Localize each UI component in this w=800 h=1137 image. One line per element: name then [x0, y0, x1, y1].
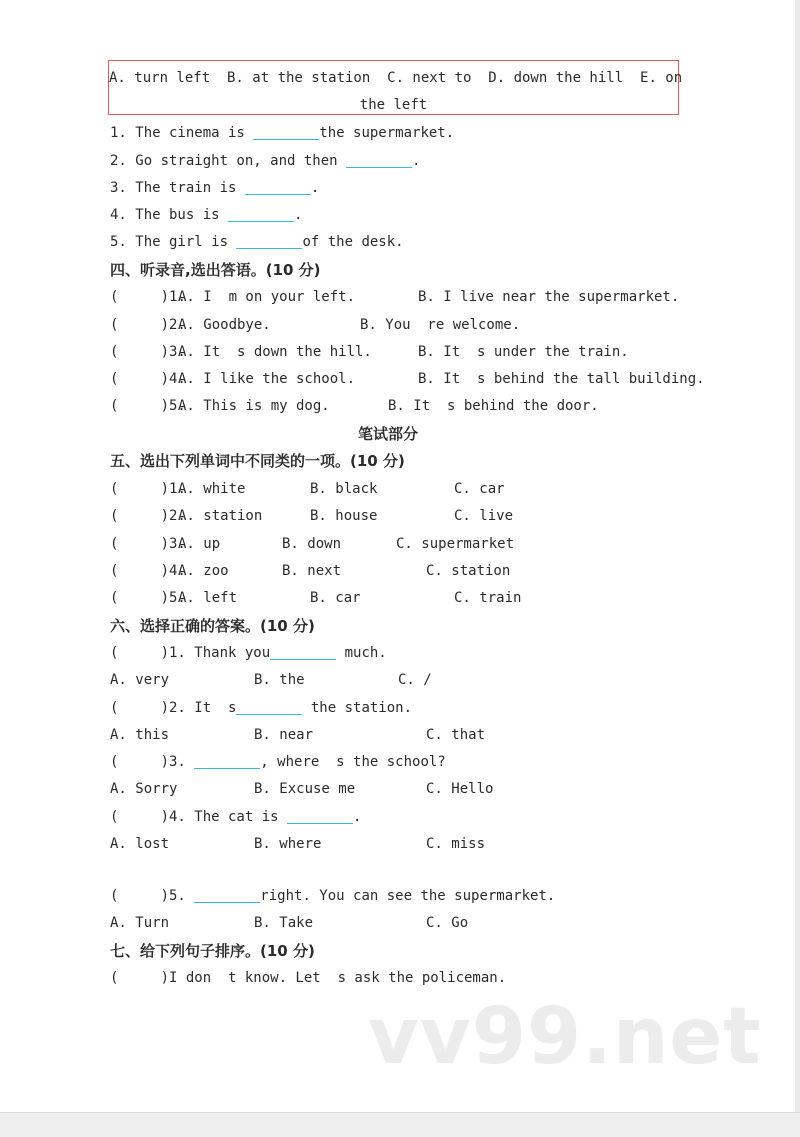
- choice-stem-text: much.: [336, 645, 387, 661]
- choice-2-b[interactable]: B. near: [254, 727, 314, 743]
- answer-blank[interactable]: [270, 645, 336, 660]
- odd-one-out-2-a[interactable]: A. station: [178, 508, 263, 524]
- fill-question-3: [110, 179, 319, 197]
- fill-question-text: 2. Go straight on, and then: [110, 153, 347, 169]
- listening-item-3-b[interactable]: B. It s under the train.: [418, 344, 629, 360]
- odd-one-out-3-a[interactable]: A. up: [178, 536, 221, 552]
- odd-one-out-5-a[interactable]: A. left: [178, 590, 238, 606]
- choice-question-2: [110, 699, 412, 717]
- listening-item-4-b[interactable]: B. It s behind the tall building.: [418, 371, 705, 387]
- fill-question-text: 5. The girl is: [110, 234, 237, 250]
- section-5-title: 五、选出下列单词中不同类的一项。(10 分): [110, 452, 405, 470]
- choice-question-1: [110, 644, 387, 662]
- odd-one-out-4-c[interactable]: C. station: [426, 563, 511, 579]
- word-bank-line-1: A. turn left B. at the station C. next to D. down the hill E. on: [109, 70, 683, 86]
- choice-1-c[interactable]: C. /: [398, 672, 432, 688]
- odd-one-out-1-a[interactable]: A. white: [178, 481, 246, 497]
- odd-one-out-2-b[interactable]: B. house: [310, 508, 378, 524]
- fill-question-text: .: [310, 180, 320, 196]
- choice-4-c[interactable]: C. miss: [426, 836, 486, 852]
- choice-stem-text: right. You can see the supermarket.: [260, 888, 556, 904]
- page-edge: [795, 0, 800, 1137]
- choice-stem-text: ( )2. It s: [110, 700, 237, 716]
- fill-question-text: the supermarket.: [319, 125, 455, 141]
- section-6-title: 六、选择正确的答案。(10 分): [110, 617, 315, 635]
- choice-stem-text: .: [353, 809, 362, 825]
- listening-item-2-a[interactable]: A. Goodbye.: [178, 317, 271, 333]
- section-7-title: 七、给下列句子排序。(10 分): [110, 942, 315, 960]
- fill-question-text: .: [412, 153, 421, 169]
- choice-5-c[interactable]: C. Go: [426, 915, 469, 931]
- odd-one-out-2-c[interactable]: C. live: [454, 508, 514, 524]
- ordering-item-1: ( )I don t know. Let s ask the policeman.: [110, 970, 507, 986]
- choice-question-5: [110, 887, 555, 905]
- answer-blank[interactable]: [194, 754, 260, 769]
- choice-question-3: [110, 753, 446, 771]
- choice-5-a[interactable]: A. Turn: [110, 915, 170, 931]
- odd-one-out-4-b[interactable]: B. next: [282, 563, 342, 579]
- fill-question-2: [110, 152, 420, 170]
- listening-item-5-b[interactable]: B. It s behind the door.: [388, 398, 599, 414]
- choice-stem-text: ( )5.: [110, 888, 195, 904]
- word-bank-box: [108, 60, 683, 115]
- listening-item-2-b[interactable]: B. You re welcome.: [360, 317, 521, 333]
- fill-question-text: .: [294, 207, 303, 223]
- odd-one-out-4-a[interactable]: A. zoo: [178, 563, 229, 579]
- odd-one-out-4-num: ( )4.: [110, 563, 186, 579]
- fill-question-text: 4. The bus is: [110, 207, 229, 223]
- odd-one-out-5-num: ( )5.: [110, 590, 186, 606]
- odd-one-out-5-c[interactable]: C. train: [454, 590, 522, 606]
- choice-5-b[interactable]: B. Take: [254, 915, 314, 931]
- odd-one-out-3-b[interactable]: B. down: [282, 536, 342, 552]
- listening-item-4-a[interactable]: A. I like the school.: [178, 371, 356, 387]
- choice-1-b[interactable]: B. the: [254, 672, 305, 688]
- listening-item-2-num: ( )2.: [110, 317, 186, 333]
- choice-stem-text: the station.: [302, 700, 413, 716]
- choice-4-a[interactable]: A. lost: [110, 836, 170, 852]
- odd-one-out-1-b[interactable]: B. black: [310, 481, 378, 497]
- page-bottom-bar: [0, 1112, 800, 1137]
- listening-item-4-num: ( )4.: [110, 371, 186, 387]
- listening-item-1-b[interactable]: B. I live near the supermarket.: [418, 289, 680, 305]
- odd-one-out-1-c[interactable]: C. car: [454, 481, 505, 497]
- choice-4-b[interactable]: B. where: [254, 836, 322, 852]
- fill-question-text: 3. The train is: [110, 180, 245, 196]
- choice-3-c[interactable]: C. Hello: [426, 781, 494, 797]
- odd-one-out-2-num: ( )2.: [110, 508, 186, 524]
- fill-question-text: of the desk.: [302, 234, 404, 250]
- listening-item-5-a[interactable]: A. This is my dog.: [178, 398, 330, 414]
- fill-question-1: [110, 124, 454, 142]
- listening-item-5-num: ( )5.: [110, 398, 186, 414]
- choice-3-b[interactable]: B. Excuse me: [254, 781, 356, 797]
- odd-one-out-1-num: ( )1.: [110, 481, 186, 497]
- choice-stem-text: ( )4. The cat is: [110, 809, 288, 825]
- written-part-title: 笔试部分: [358, 425, 419, 443]
- odd-one-out-3-num: ( )3.: [110, 536, 186, 552]
- fill-question-4: [110, 206, 302, 224]
- choice-stem-text: ( )1. Thank you: [110, 645, 271, 661]
- fill-question-5: [110, 233, 404, 251]
- listening-item-1-num: ( )1.: [110, 289, 186, 305]
- choice-2-c[interactable]: C. that: [426, 727, 486, 743]
- choice-question-4: [110, 808, 361, 826]
- answer-blank[interactable]: [236, 700, 302, 715]
- choice-stem-text: ( )3.: [110, 754, 195, 770]
- answer-blank[interactable]: [287, 809, 353, 824]
- odd-one-out-5-b[interactable]: B. car: [310, 590, 361, 606]
- answer-blank[interactable]: [253, 125, 319, 140]
- section-4-title: 四、听录音,选出答语。(10 分): [110, 261, 321, 279]
- fill-question-text: 1. The cinema is: [110, 125, 254, 141]
- choice-3-a[interactable]: A. Sorry: [110, 781, 178, 797]
- listening-item-1-a[interactable]: A. I m on your left.: [178, 289, 356, 305]
- listening-item-3-num: ( )3.: [110, 344, 186, 360]
- choice-1-a[interactable]: A. very: [110, 672, 170, 688]
- answer-blank[interactable]: [228, 207, 294, 222]
- listening-item-3-a[interactable]: A. It s down the hill.: [178, 344, 372, 360]
- answer-blank[interactable]: [245, 180, 311, 195]
- watermark: vv99.net: [368, 992, 762, 1082]
- answer-blank[interactable]: [346, 153, 412, 168]
- odd-one-out-3-c[interactable]: C. supermarket: [396, 536, 515, 552]
- word-bank-line-2: the left: [359, 97, 428, 113]
- choice-stem-text: , where s the school?: [260, 754, 446, 770]
- answer-blank[interactable]: [236, 234, 302, 249]
- choice-2-a[interactable]: A. this: [110, 727, 170, 743]
- answer-blank[interactable]: [194, 888, 260, 903]
